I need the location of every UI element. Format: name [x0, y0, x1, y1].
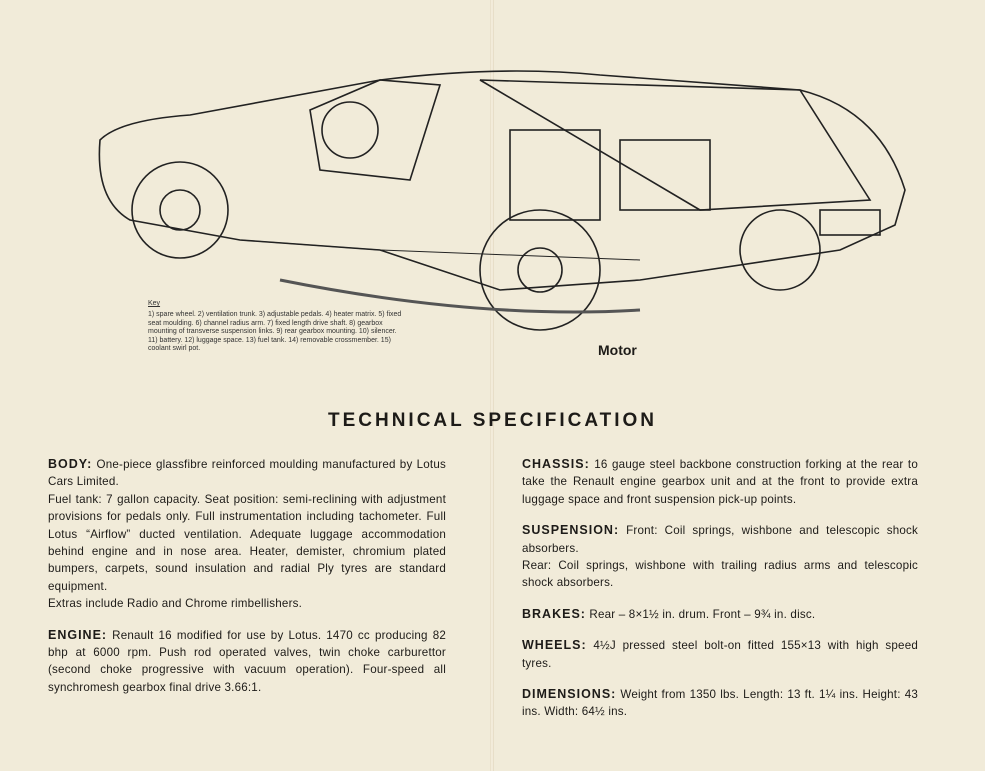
suspension-spec: SUSPENSION: Front: Coil springs, wishbone and telescopic shock absorbers. — [522, 523, 918, 555]
illustration-key — [148, 300, 408, 353]
key-title: Key — [148, 300, 161, 307]
brakes-spec: BRAKES: Rear – 8×1½ in. drum. Front – 9¾ in. disc. — [522, 606, 816, 621]
dimensions-spec: DIMENSIONS: Weight from 1350 lbs. Length: 13 ft. 1¼ ins. Height: 43 ins. Width: 64½ ins. — [522, 687, 918, 719]
right-column — [522, 456, 918, 735]
wheels-spec: WHEELS: 4½J pressed steel bolt-on fitted 155×13 with high speed tyres. — [522, 638, 918, 670]
page-title: TECHNICAL SPECIFICATION — [327, 410, 658, 431]
key-text: 1) spare wheel. 2) ventilation trunk. 3) adjustable pedals. 4) heater matrix. 5) fixed seat moulding. 6) channel radius arm. 7) fixed length drive shaft. 8) gearbox mounting of transverse suspension links. 9) rear gearbox mounting. 10) silencer. 11) battery. 12) luggage space. 13) fuel tank. 14) removable crossmember. 15) coolant swirl pot. — [148, 311, 402, 353]
left-column — [48, 456, 446, 710]
chassis-spec: CHASSIS: 16 gauge steel backbone construction forking at the rear to take the Renault engine gearbox unit and at the front to provide extra luggage space and front suspension pick-up points. — [522, 457, 918, 506]
fuel-spec: Fuel tank: 7 gallon capacity. Seat position: semi-reclining with adjustment provisions for pedals only. Full instrumentation including tachometer. Full Lotus “Airflow” ducted ventilation. Adequate luggage accommodation behind engine and in nose area. Heater, demister, chromium plated bumpers, carpets, sound insulation and radial Ply tyres are standard equipment. — [48, 492, 446, 593]
body-spec: BODY: One-piece glassfibre reinforced moulding manufactured by Lotus Cars Limited. — [48, 457, 446, 489]
engine-spec: ENGINE: Renault 16 modified for use by Lotus. 1470 cc producing 82 bhp at 6000 rpm. Push rod operated valves, twin choke carburettor (second choke progressive with vacuum operation). Four-speed all synchromesh gearbox final drive 3.66:1. — [48, 627, 446, 694]
extras-spec: Extras include Radio and Chrome rimbellishers. — [48, 597, 303, 611]
illustration-caption: Motor — [598, 342, 637, 358]
rear-suspension-spec: Rear: Coil springs, wishbone with trailing radius arms and telescopic shock absorbers. — [522, 559, 918, 590]
